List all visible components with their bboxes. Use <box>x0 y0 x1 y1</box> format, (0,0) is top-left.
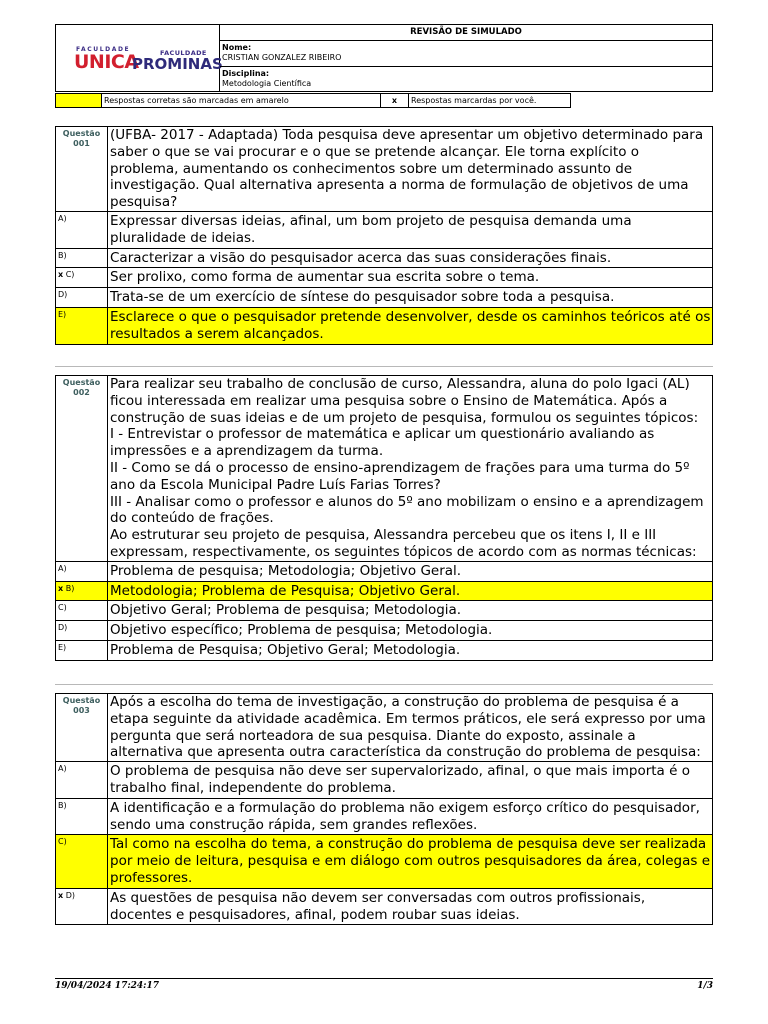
question-card <box>55 693 713 925</box>
institution-logo <box>74 45 223 75</box>
question-label: Questão <box>62 129 101 138</box>
alternative-row <box>56 799 712 836</box>
footer-datetime: 19/04/2024 17:24:17 <box>55 981 160 991</box>
logo-cell <box>56 25 223 91</box>
correct-alternative-row <box>56 835 712 888</box>
logo-small-right: FACULDADE <box>160 49 207 57</box>
alternative-text: Esclarece o que o pesquisador pretende desenvolver, desde os caminhos teóricos até os resultados a serem alcançados. <box>110 308 711 342</box>
alternative-text: Problema de Pesquisa; Objetivo Geral; Metodologia. <box>110 641 461 658</box>
chosen-mark: x <box>58 270 64 280</box>
question-number-value: 002 <box>73 388 90 397</box>
question-number <box>56 127 108 211</box>
question-separator <box>55 366 713 367</box>
alternative-row <box>56 288 712 308</box>
alternative-row <box>56 562 712 582</box>
alternative-text: As questões de pesquisa não devem ser conversadas com outros profissionais, docentes e pesquisadores, afinal, podem roubar suas ideias. <box>110 889 646 923</box>
question-card <box>55 375 713 661</box>
logo-brand-right: PROMINAS <box>132 55 223 73</box>
legend-correct-text: Respostas corretas são marcadas em amarelo <box>102 93 381 108</box>
exam-header <box>55 24 713 92</box>
question-stem: Após a escolha do tema de investigação, a construção do problema de pesquisa é a etapa seguinte da atividade acadêmica. Em termos práticos, ele será expresso por uma pergunta que será norteadora de sua pesquisa. Diante do exposto, assinale a alternativa que apresenta outra característica da construção do problema de pesquisa: <box>110 694 706 761</box>
alternative-text: Tal como na escolha do tema, a construção do problema de pesquisa deve ser realizada por meio de leitura, pesquisa e em diálogo com outros pesquisadores da área, colegas e professores. <box>110 836 711 886</box>
legend-chosen-text: Respostas marcardas por você. <box>409 93 571 108</box>
discipline-value: Metodologia Científica <box>222 79 312 88</box>
question-separator <box>55 684 713 685</box>
question-number-value: 001 <box>73 139 90 148</box>
alternative-letter: A) <box>58 764 67 774</box>
alternative-letter: D) <box>58 290 68 300</box>
alternative-text: Objetivo Geral; Problema de pesquisa; Metodologia. <box>110 602 462 619</box>
alternative-row <box>56 889 712 925</box>
alternative-row <box>56 641 712 660</box>
logo-brand-left: UNICA <box>74 51 139 73</box>
legend-mark: x <box>381 93 409 108</box>
alternative-letter: C) <box>58 837 67 847</box>
chosen-mark: x <box>58 583 64 593</box>
alternative-text: Ser prolixo, como forma de aumentar sua escrita sobre o tema. <box>110 269 540 286</box>
correct-color-swatch <box>55 93 102 108</box>
alternative-text: Metodologia; Problema de Pesquisa; Objetivo Geral. <box>110 582 461 599</box>
alternative-letter: E) <box>58 642 67 652</box>
alternative-letter: B) <box>58 250 67 260</box>
question-number-value: 003 <box>73 706 90 715</box>
alternative-text: Objetivo específico; Problema de pesquisa; Metodologia. <box>110 622 493 639</box>
alternative-row <box>56 762 712 799</box>
question-card <box>55 126 713 345</box>
question-label: Questão <box>62 378 101 387</box>
alternative-text: A identificação e a formulação do problema não exigem esforço crítico do pesquisador, sendo uma construção rápida, sem grandes reflexões. <box>110 799 700 833</box>
question-stem: (UFBA- 2017 - Adaptada) Toda pesquisa deve apresentar um objetivo determinado para saber o que se vai procurar e o que se pretende alcançar. Ele torna explícito o problema, aumentando os conhecimentos sobre um determinado assunto de investigação. Qual alternativa apresenta a norma de formulação de objetivos de uma pesquisa? <box>110 127 704 211</box>
alternative-letter: D) <box>65 890 75 900</box>
name-label: Nome: <box>222 43 252 52</box>
alternative-text: Trata-se de um exercício de síntese do pesquisador sobre toda a pesquisa. <box>110 289 615 306</box>
correct-alternative-row <box>56 582 712 602</box>
alternative-letter: C) <box>58 603 67 613</box>
logo-small-left: FACULDADE <box>76 46 131 53</box>
alternative-letter: B) <box>58 800 67 810</box>
alternative-letter: A) <box>58 213 67 223</box>
alternative-letter: D) <box>58 623 68 633</box>
student-name-row <box>220 41 712 67</box>
footer-divider <box>55 978 713 979</box>
question-stem-row <box>56 127 712 212</box>
alternative-letter: C) <box>65 270 75 280</box>
question-number <box>56 376 108 561</box>
discipline-row <box>220 67 712 91</box>
discipline-label: Disciplina: <box>222 69 270 78</box>
correct-alternative-row <box>56 308 712 344</box>
question-stem: Para realizar seu trabalho de conclusão de curso, Alessandra, aluna do polo Igaci (AL) ficou interessada em realizar uma pesquisa sobre o Ensino de Matemática. Após a construção de suas ideias e de um projeto de pesquisa, formulou os seguintes tópicos: I - Entrevistar o professor de matemática e aplicar um questionário avaliando as impressões e a aprendizagem da turma. II - Como se dá o processo de ensino-aprendizagem de frações para uma turma do 5º ano da Escola Municipal Padre Luís Farias Torres? III - Analisar como o professor e alunos do 5º ano mobilizam o ensino e a aprendizagem do conteúdo de frações. Ao estruturar seu projeto de pesquisa, Alessandra percebeu que os itens I, II e III expressam, respectivamente, os seguintes tópicos de acordo com as normas técnicas: <box>110 376 704 560</box>
question-stem-row <box>56 694 712 762</box>
page-title: REVISÃO DE SIMULADO <box>220 25 712 41</box>
alternative-text: Caracterizar a visão do pesquisador acerca das suas considerações finais. <box>110 249 612 266</box>
alternative-row <box>56 268 712 288</box>
alternative-row <box>56 212 712 249</box>
chosen-mark: x <box>58 890 64 900</box>
question-stem-row <box>56 376 712 562</box>
alternative-row <box>56 601 712 621</box>
question-number <box>56 694 108 761</box>
alternative-row <box>56 249 712 269</box>
alternative-letter: E) <box>58 309 67 319</box>
alternative-letter: A) <box>58 563 67 573</box>
footer-page-number: 1/3 <box>697 981 713 991</box>
question-label: Questão <box>62 696 101 705</box>
name-value: CRISTIAN GONZALEZ RIBEIRO <box>222 53 342 62</box>
alternative-text: Problema de pesquisa; Metodologia; Objetivo Geral. <box>110 562 462 579</box>
alternative-text: Expressar diversas ideias, afinal, um bom projeto de pesquisa demanda uma pluralidade de ideias. <box>110 212 632 246</box>
alternative-row <box>56 621 712 641</box>
alternative-letter: B) <box>65 583 75 593</box>
alternative-text: O problema de pesquisa não deve ser supervalorizado, afinal, o que mais importa é o trabalho final, independente do problema. <box>110 763 690 796</box>
